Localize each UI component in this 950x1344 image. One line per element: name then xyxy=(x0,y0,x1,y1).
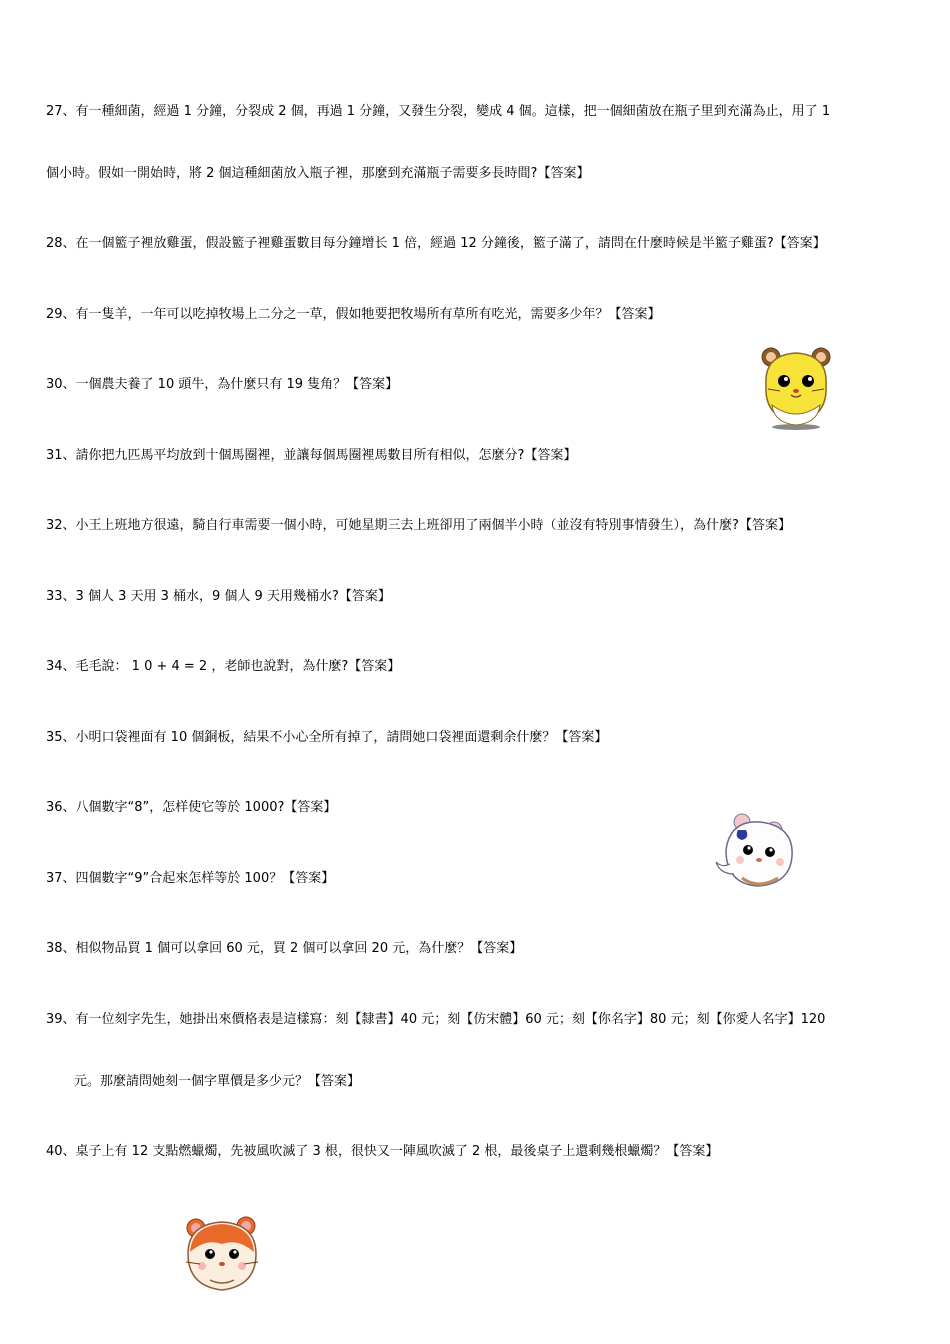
question-text: 38、相似物品買 1 個可以拿回 60 元，買 2 個可以拿回 20 元，為什麼？ xyxy=(46,941,471,956)
question-30 xyxy=(46,376,398,394)
question-text: 36、八個數字“8”，怎样使它等於 1000? xyxy=(46,800,285,815)
answer-link[interactable]: 【答案】 xyxy=(470,941,523,956)
question-37 xyxy=(46,870,334,888)
answer-link[interactable]: 【答案】 xyxy=(666,1144,719,1159)
question-text: 40、桌子上有 12 支點燃蠟燭，先被風吹滅了 3 根，很快又一陣風吹滅了 2 根，最後桌子上還剩幾根蠟燭？ xyxy=(46,1144,667,1159)
question-28 xyxy=(46,235,826,253)
answer-link[interactable]: 【答案】 xyxy=(346,377,399,392)
question-text: 34、毛毛說： 1 0 + 4 = 2 ，老師也說對，為什麼? xyxy=(46,659,349,674)
question-29 xyxy=(46,306,661,324)
answer-link[interactable]: 【答案】 xyxy=(524,448,577,463)
question-text: 31、請你把九匹馬平均放到十個馬圈裡，並讓每個馬圈裡馬數目所有相似，怎麼分? xyxy=(46,448,525,463)
question-34 xyxy=(46,658,400,676)
question-text: 35、小明口袋裡面有 10 個銅板，結果不小心全所有掉了，請問她口袋裡面還剩余什麼？ xyxy=(46,730,556,745)
question-27-line1: 27、有一種細菌，經過 1 分鐘，分裂成 2 個，再過 1 分鐘，又發生分裂，變成 4 個。這樣，把一個細菌放在瓶子里到充滿為止，用了 1 xyxy=(46,104,831,119)
question-39-line2 xyxy=(74,1073,360,1091)
question-text: 元。那麼請問她刻一個字單價是多少元？ xyxy=(74,1074,309,1089)
yellow-hamster-icon xyxy=(758,345,834,431)
question-text: 32、小王上班地方很遠，騎自行車需要一個小時，可她星期三去上班卻用了兩個半小時（並沒有特別事情發生），為什麼? xyxy=(46,518,739,533)
answer-link[interactable]: 【答案】 xyxy=(284,800,337,815)
question-35 xyxy=(46,729,607,747)
question-38 xyxy=(46,940,522,958)
white-hamster-icon xyxy=(712,808,800,892)
question-36 xyxy=(46,799,336,817)
answer-link[interactable]: 【答案】 xyxy=(308,1074,361,1089)
question-33 xyxy=(46,588,391,606)
question-text: 33、3 個人 3 天用 3 桶水，9 個人 9 天用幾桶水? xyxy=(46,589,339,604)
question-text: 28、在一個籃子裡放雞蛋，假設籃子裡雞蛋數目每分鐘增长 1 倍，經過 12 分鐘後，籃子滿了，請問在什麼時候是半籃子雞蛋? xyxy=(46,236,774,251)
question-27-line2 xyxy=(46,165,589,183)
answer-link[interactable]: 【答案】 xyxy=(282,871,335,886)
question-text: 37、四個數字“9”合起來怎样等於 100？ xyxy=(46,871,283,886)
question-text: 29、有一隻羊，一年可以吃掉牧場上二分之一草，假如牠要把牧場所有草所有吃光，需要多少年？ xyxy=(46,307,609,322)
question-39-line1: 39、有一位刻字先生，她掛出來價格表是這樣寫：刻【隸書】40 元；刻【仿宋體】60 元；刻【你名字】80 元；刻【你愛人名字】120 xyxy=(46,1012,826,1027)
answer-link[interactable]: 【答案】 xyxy=(738,518,791,533)
orange-hamster-icon xyxy=(182,1214,262,1294)
question-text: 個小時。假如一開始時，將 2 個這種細菌放入瓶子裡，那麼到充滿瓶子需要多長時間? xyxy=(46,166,538,181)
answer-link[interactable]: 【答案】 xyxy=(537,166,590,181)
answer-link[interactable]: 【答案】 xyxy=(608,307,661,322)
answer-link[interactable]: 【答案】 xyxy=(773,236,826,251)
question-text: 30、一個農夫養了 10 頭牛，為什麼只有 19 隻角？ xyxy=(46,377,347,392)
question-31 xyxy=(46,447,576,465)
answer-link[interactable]: 【答案】 xyxy=(338,589,391,604)
answer-link[interactable]: 【答案】 xyxy=(555,730,608,745)
question-32 xyxy=(46,517,791,535)
answer-link[interactable]: 【答案】 xyxy=(348,659,401,674)
question-40 xyxy=(46,1143,718,1161)
